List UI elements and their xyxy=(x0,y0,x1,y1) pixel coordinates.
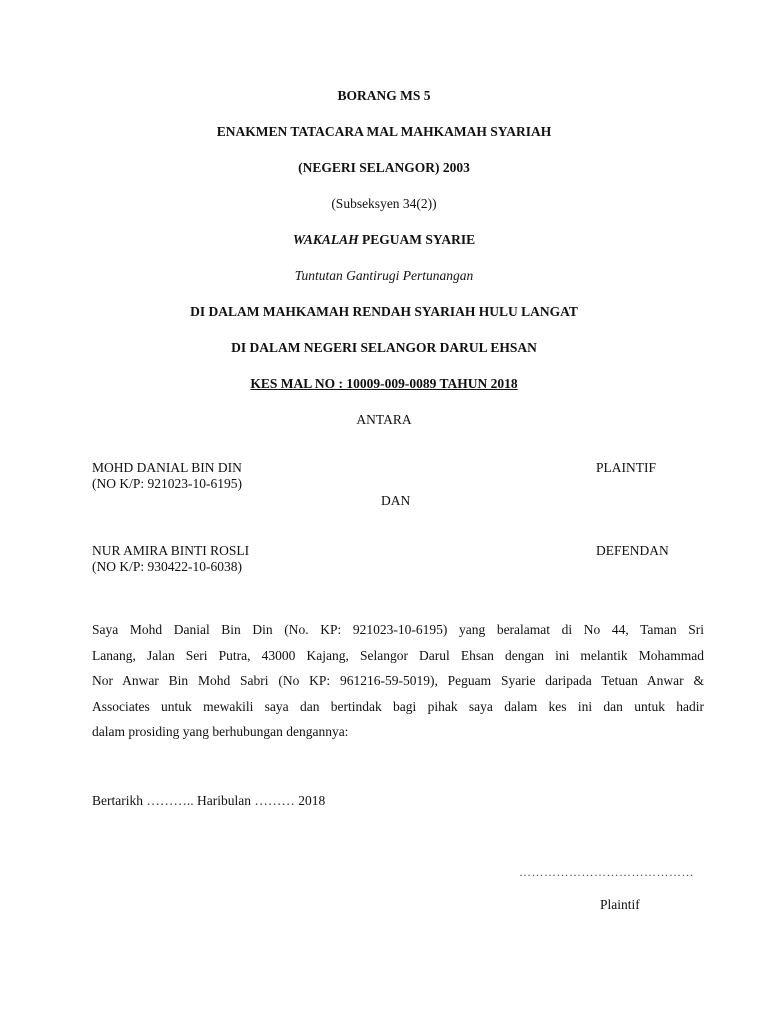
paragraph-line: Saya Mohd Danial Bin Din (No. KP: 921023-10-6195) yang beralamat di No 44, Taman Sri xyxy=(92,622,704,637)
claim-type: Tuntutan Gantirugi Pertunangan xyxy=(294,268,474,283)
signature-line: …………………………………… xyxy=(519,865,694,879)
wakalah-word: WAKALAH xyxy=(292,232,359,247)
court-name-line1: DI DALAM MAHKAMAH RENDAH SYARIAH HULU LANGAT xyxy=(190,304,578,319)
appointment-paragraph xyxy=(92,617,704,745)
and-label: DAN xyxy=(381,493,411,508)
enactment-title-line1: ENAKMEN TATACARA MAL MAHKAMAH SYARIAH xyxy=(216,124,552,139)
court-name-line2: DI DALAM NEGERI SELANGOR DARUL EHSAN xyxy=(231,340,537,355)
paragraph-line: dalam prosiding yang berhubungan dengannya: xyxy=(92,724,349,739)
paragraph-line: Nor Anwar Bin Mohd Sabri (No KP: 961216-59-5019), Peguam Syarie daripada Tetuan Anwar & xyxy=(92,673,704,688)
document-heading xyxy=(0,232,768,248)
defendant-ic: (NO K/P: 930422-10-6038) xyxy=(92,559,242,574)
haribulan-label: Haribulan xyxy=(196,793,251,808)
plaintiff-name: MOHD DANIAL BIN DIN xyxy=(92,460,242,475)
defendant-name: NUR AMIRA BINTI ROSLI xyxy=(92,543,250,558)
date-label: Bertarikh xyxy=(92,793,143,808)
defendant-role: DEFENDAN xyxy=(596,543,669,558)
enactment-title-line2: (NEGERI SELANGOR) 2003 xyxy=(298,160,470,175)
between-label: ANTARA xyxy=(356,412,412,427)
plaintiff-ic: (NO K/P: 921023-10-6195) xyxy=(92,476,242,491)
month-blank: ……… xyxy=(254,793,295,808)
subsection-reference: (Subseksyen 34(2)) xyxy=(331,196,437,211)
date-line xyxy=(92,793,325,809)
signature-role: Plaintif xyxy=(600,897,640,912)
day-blank: ……….. xyxy=(146,793,194,808)
paragraph-line: Associates untuk mewakili saya dan bertindak bagi pihak saya dalam kes ini dan untuk hadir xyxy=(92,698,704,714)
plaintiff-role: PLAINTIF xyxy=(596,460,656,475)
peguam-syarie-words: PEGUAM SYARIE xyxy=(358,232,476,247)
paragraph-line: Lanang, Jalan Seri Putra, 43000 Kajang, Selangor Darul Ehsan dengan ini melantik Mohammad xyxy=(92,647,704,663)
case-number: KES MAL NO : 10009-009-0089 TAHUN 2018 xyxy=(250,376,518,391)
form-title: BORANG MS 5 xyxy=(337,88,431,103)
date-year: 2018 xyxy=(298,793,326,808)
